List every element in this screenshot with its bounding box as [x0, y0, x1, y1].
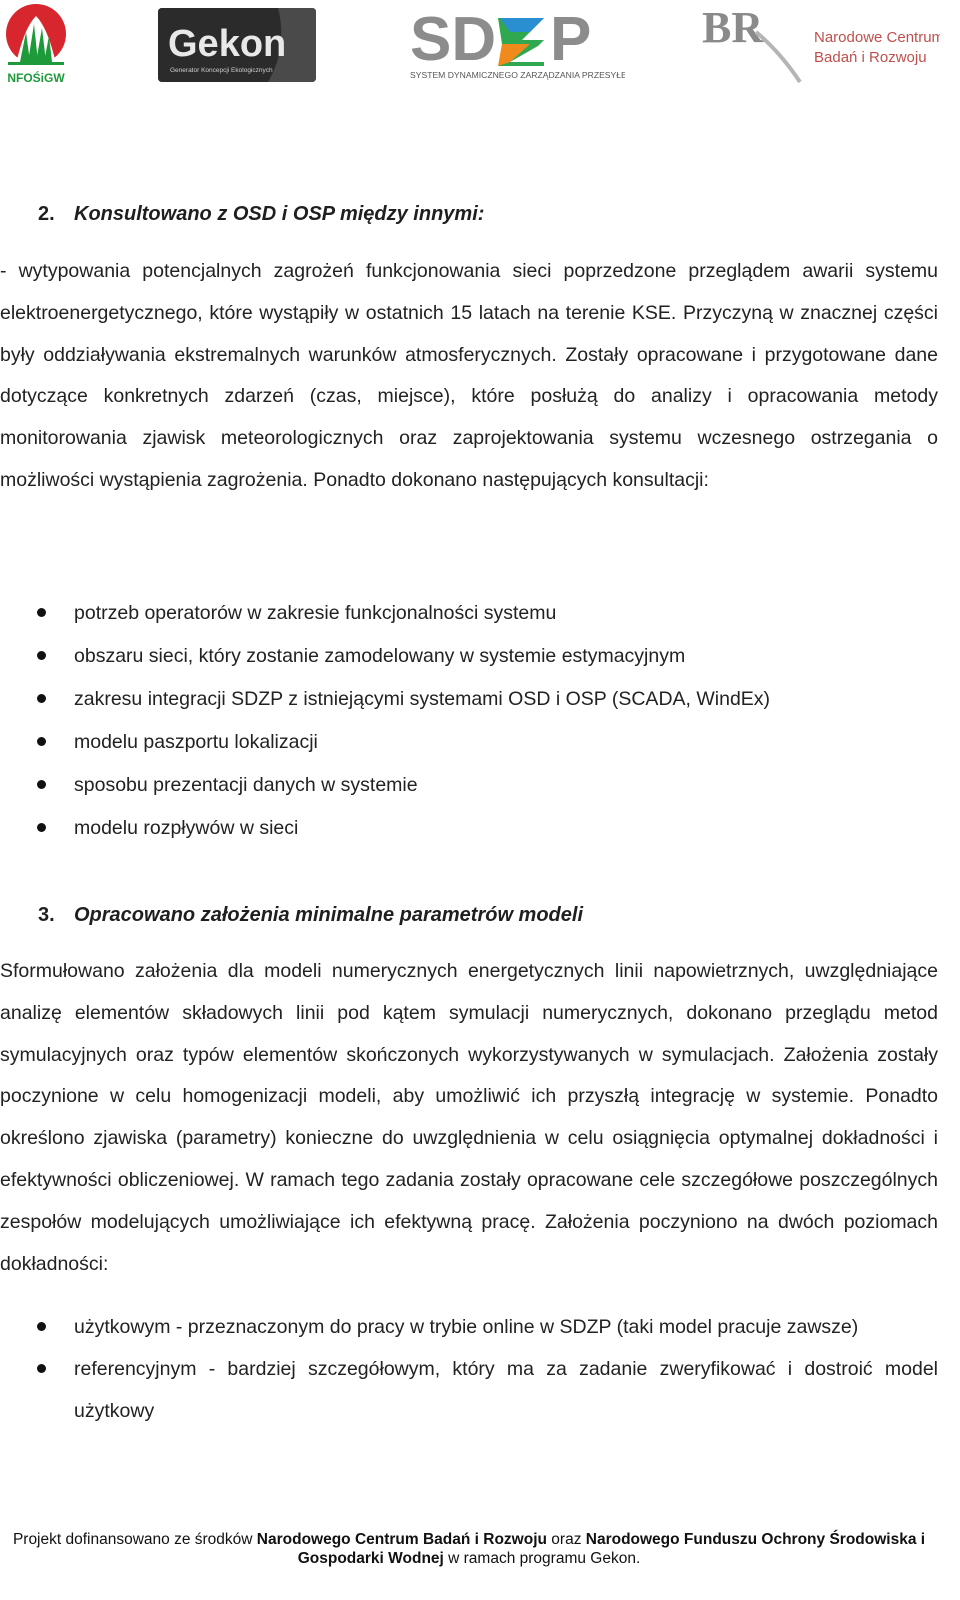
gekon-logo-text: Gekon [168, 23, 287, 65]
gekon-logo [158, 8, 316, 82]
bullet-icon [37, 737, 46, 746]
svg-text:SD: SD [410, 6, 497, 74]
list-item: modelu rozpływów w sieci [0, 807, 938, 850]
section-3-paragraph: Sformułowano założenia dla modeli numerycznych energetycznych linii napowietrznych, uwzględniające analizę elementów składowych linii pod kątem symulacji numerycznych, dokonano przeglądu metod symulacyjnych oraz typów elementów skończonych wykorzystywanych w symulacjach. Założenia zostały poczynione w celu homogenizacji modeli, aby umożliwić ich przyszłą integrację w systemie. Ponadto określono zjawiska (parametry) konieczne do uwzględnienia w celu osiągnięcia optymalnej dokładności i efektywności obliczeniowej. W ramach tego zadania zostały opracowane cele szczegółowe poszczególnych zespołów modelujących umożliwiające ich efektywną pracę. Założenia poczyniono na dwóch poziomach dokładności: [0, 960, 938, 1275]
section-2-number: 2. [38, 203, 55, 225]
section-3-title: Opracowano założenia minimalne parametrów modeli [74, 904, 584, 926]
bullet-icon [37, 823, 46, 832]
nfosigw-logo [2, 2, 70, 86]
list-item: potrzeb operatorów w zakresie funkcjonalności systemu [0, 592, 938, 635]
section-3-number: 3. [38, 904, 55, 926]
section-3-heading [38, 904, 583, 927]
bullet-icon [37, 1364, 46, 1373]
list-item: referencyjnym - bardziej szczegółowym, który ma za zadanie zweryfikować i dostroić model użytkowy [0, 1348, 938, 1432]
section-2-bullet-list [0, 592, 938, 850]
svg-text:P: P [550, 6, 592, 74]
bullet-icon [37, 1322, 46, 1331]
ncbr-logo-mark: BR [702, 3, 764, 52]
sdzp-logo [410, 6, 625, 82]
nfosigw-logo-text: NFOŚiGW [7, 71, 65, 85]
list-item: użytkowym - przeznaczonym do pracy w trybie online w SDZP (taki model pracuje zawsze) [0, 1306, 938, 1348]
ncbr-logo [700, 2, 940, 86]
sdzp-logo-subtext: SYSTEM DYNAMICZNEGO ZARZĄDZANIA PRZESYŁEM [410, 70, 625, 80]
section-3-bullet-list [0, 1306, 938, 1432]
section-2-paragraph: - wytypowania potencjalnych zagrożeń funkcjonowania sieci poprzedzone przeglądem awarii systemu elektroenergetycznego, które wystąpiły w ostatnich 15 latach na terenie KSE. Przyczyną w znacznej części były oddziaływania ekstremalnych warunków atmosferycznych. Zostały opracowane i przygotowane dane dotyczące konkretnych zdarzeń (czas, miejsce), które posłużą do analizy i opracowania metody monitorowania zjawisk meteorologicznych oraz zaprojektowania systemu wczesnego ostrzegania o możliwości wystąpienia zagrożenia. Ponadto dokonano następujących konsultacji: [0, 260, 938, 491]
list-item: modelu paszportu lokalizacji [0, 721, 938, 764]
ncbr-logo-line1: Narodowe Centrum [814, 29, 940, 46]
list-item: sposobu prezentacji danych w systemie [0, 764, 938, 807]
bullet-icon [37, 780, 46, 789]
section-2-title: Konsultowano z OSD i OSP między innymi: [74, 203, 485, 225]
bullet-icon [37, 651, 46, 660]
section-2-heading [38, 203, 484, 226]
funding-footer: Projekt dofinansowano ze środków Narodowego Centrum Badań i Rozwoju oraz Narodowego Funduszu Ochrony Środowiska i Gospodarki Wodnej w ramach programu Gekon. [12, 1531, 926, 1567]
ncbr-logo-line2: Badań i Rozwoju [814, 49, 927, 66]
list-item: zakresu integracji SDZP z istniejącymi systemami OSD i OSP (SCADA, WindEx) [0, 678, 938, 721]
list-item: obszaru sieci, który zostanie zamodelowany w systemie estymacyjnym [0, 635, 938, 678]
bullet-icon [37, 608, 46, 617]
gekon-logo-subtext: Generator Koncepcji Ekologicznych [170, 67, 273, 74]
bullet-icon [37, 694, 46, 703]
